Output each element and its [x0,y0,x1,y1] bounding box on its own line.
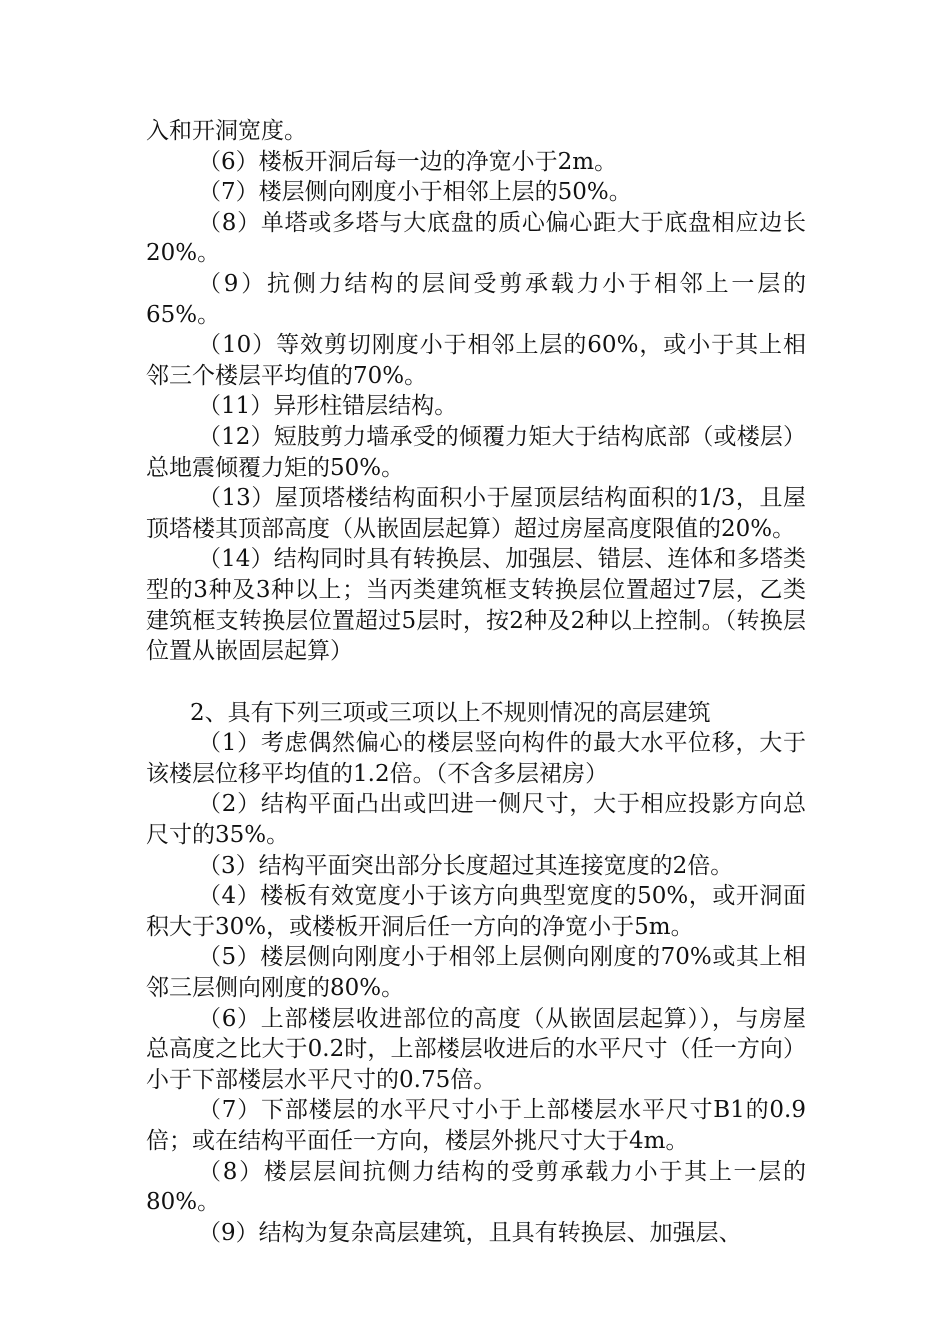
list-item: （9）抗侧力结构的层间受剪承载力小于相邻上一层的65%。 [146,270,806,328]
list-item: （1）考虑偶然偏心的楼层竖向构件的最大水平位移，大于该楼层位移平均值的1.2倍。（不含多层裙房） [146,730,806,787]
list-item: （6）上部楼层收进部位的高度（从嵌固层起算）），与房屋总高度之比大于0.2时，上部楼层收进后的水平尺寸（任一方向）小于下部楼层水平尺寸的0.75倍。 [146,1005,806,1093]
list-item: （8）楼层层间抗侧力结构的受剪承载力小于其上一层的80%。 [146,1158,806,1216]
list-item: （11）异形柱错层结构。 [198,393,458,420]
document-page [146,116,806,1248]
list-item: （3）结构平面突出部分长度超过其连接宽度的2倍。 [198,852,734,879]
list-item: （6）楼板开洞后每一边的净宽小于2m。 [198,148,618,175]
section-heading: 2、具有下列三项或三项以上不规则情况的高层建筑 [190,699,711,726]
list-item: （7）楼层侧向刚度小于相邻上层的50%。 [198,179,632,206]
list-item: （5）楼层侧向刚度小于相邻上层侧向刚度的70%或其上相邻三层侧向刚度的80%。 [146,944,806,1002]
list-item: （9）结构为复杂高层建筑，且具有转换层、加强层、 [198,1219,742,1246]
continued-fragment: 入和开洞宽度。 [146,118,307,144]
list-item: （2）结构平面凸出或凹进一侧尺寸，大于相应投影方向总尺寸的35%。 [146,791,806,849]
list-item: （12）短肢剪力墙承受的倾覆力矩大于结构底部（或楼层）总地震倾覆力矩的50%。 [146,423,806,481]
list-item: （4）楼板有效宽度小于该方向典型宽度的50%，或开洞面积大于30%，或楼板开洞后任一方向的净宽小于5m。 [146,883,806,940]
list-item: （14）结构同时具有转换层、加强层、错层、连体和多塔类型的3种及3种以上；当丙类建筑框支转换层位置超过7层，乙类建筑框支转换层位置超过5层时，按2种及2种以上控制。（转换层位置从嵌固层起算） [146,546,806,665]
list-item: （13）屋顶塔楼结构面积小于屋顶层结构面积的1/3，且屋顶塔楼其顶部高度（从嵌固层起算）超过房屋高度限值的20%。 [146,485,806,542]
section-spacer [146,667,806,698]
list-item: （10）等效剪切刚度小于相邻上层的60%，或小于其上相邻三个楼层平均值的70%。 [146,332,806,389]
list-item: （8）单塔或多塔与大底盘的质心偏心距大于底盘相应边长20%。 [146,209,806,267]
list-item: （7）下部楼层的水平尺寸小于上部楼层水平尺寸B1的0.9倍；或在结构平面任一方向，楼层外挑尺寸大于4m。 [146,1097,806,1154]
